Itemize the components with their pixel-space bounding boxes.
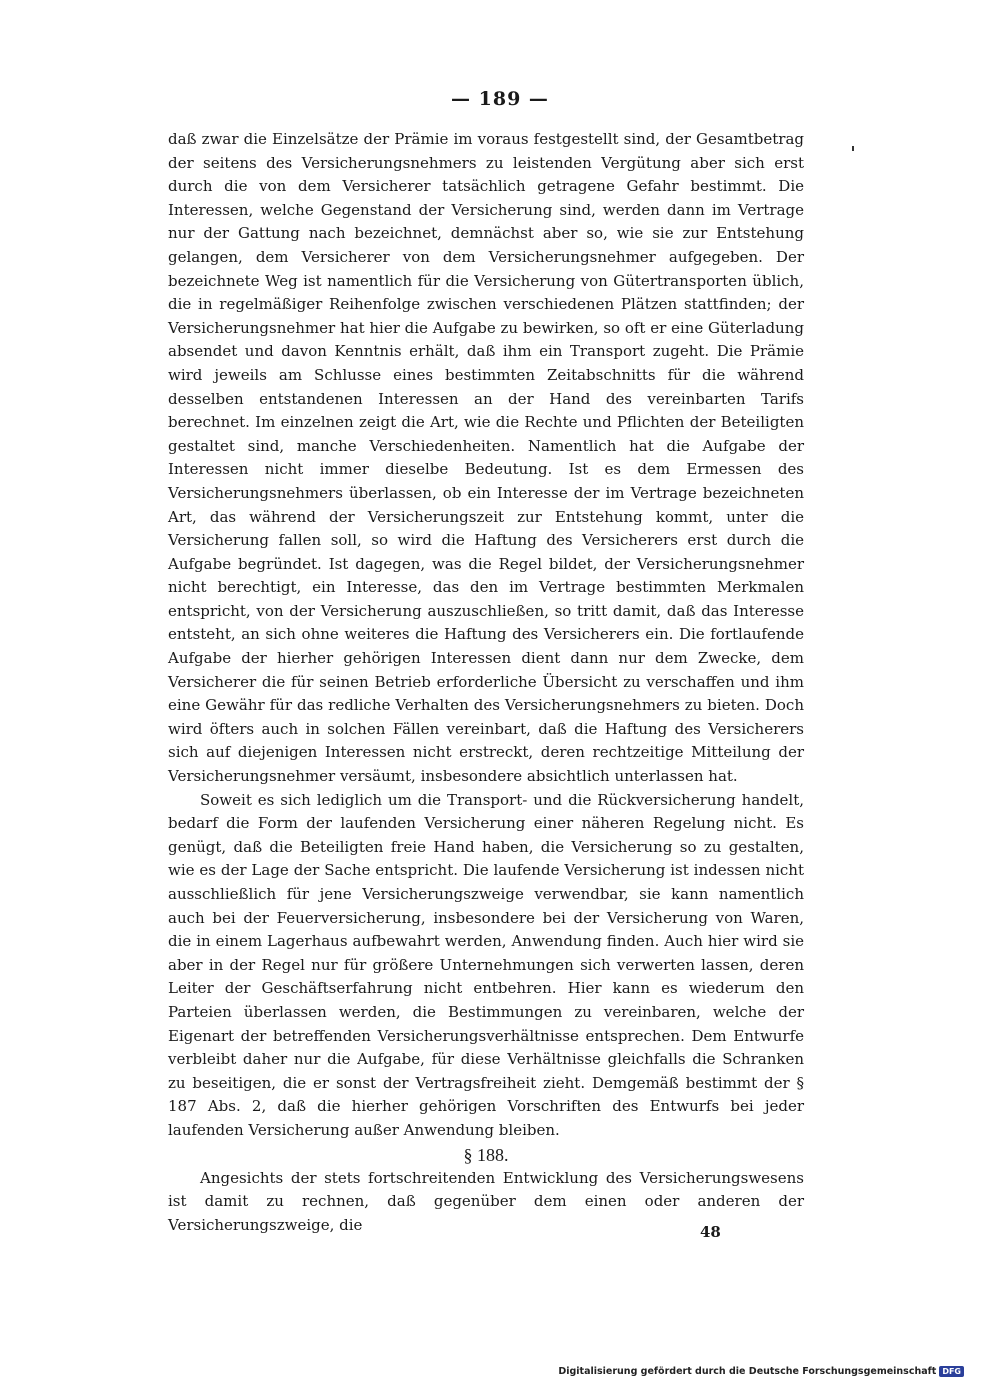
section-heading: § 188. bbox=[463, 1144, 509, 1165]
page-number: — 189 — bbox=[451, 88, 549, 110]
signature-mark: 48 bbox=[700, 1223, 721, 1241]
dfg-logo-icon: DFG bbox=[939, 1366, 964, 1377]
footer-text: Digitalisierung gefördert durch die Deutsche Forschungsgemeinschaft bbox=[558, 1366, 937, 1377]
footer-note bbox=[558, 1366, 964, 1377]
paragraph-1: daß zwar die Einzelsätze der Prämie im voraus festgestellt sind, der Gesamtbetrag der seitens des Versicherungsnehmers zu leistenden Vergütung aber sich erst durch die von dem Versicherer tatsächlich getragene Gefahr bestimmt. Die Interessen, welche Gegenstand der Versicherung sind, werden dann im Vertrage nur der Gattung nach bezeichnet, demnächst aber so, wie sie zur Entstehung gelangen, dem Versicherer von dem Versicherungsnehmer aufgegeben. Der bezeichnete Weg ist namentlich für die Versicherung von Gütertransporten üblich, die in regelmäßiger Reihenfolge zwischen verschiedenen Plätzen stattfinden; der Versicherungsnehmer hat hier die Aufgabe zu bewirken, so oft er eine Güterladung absendet und davon Kenntnis erhält, daß ihm ein Transport zugeht. Die Prämie wird jeweils am Schlusse eines bestimmten Zeitabschnitts für die während desselben entstandenen Interessen an der Hand des vereinbarten Tarifs berechnet. Im einzelnen zeigt die Art, wie die Rechte und Pflichten der Beteiligten gestaltet sind, manche Verschiedenheiten. Namentlich hat die Aufgabe der Interessen nicht immer dieselbe Bedeutung. Ist es dem Ermessen des Versicherungsnehmers überlassen, ob ein Interesse der im Vertrage bezeichneten Art, das während der Versicherungszeit zur Entstehung kommt, unter die Versicherung fallen soll, so wird die Haftung des Versicherers erst durch die Aufgabe begründet. Ist dagegen, was die Regel bildet, der Versicherungsnehmer nicht berechtigt, ein Interesse, das den im Vertrage bestimmten Merkmalen entspricht, von der Versicherung auszuschließen, so tritt damit, daß das Interesse entsteht, an sich ohne weiteres die Haftung des Versicherers ein. Die fortlaufende Aufgabe der hierher gehörigen Interessen dient dann nur dem Zwecke, dem Versicherer die für seinen Betrieb erforderliche Übersicht zu verschaffen und ihm eine Gewähr für das redliche Verhalten des Versicherungsnehmers zu bieten. Doch wird öfters auch in solchen Fällen vereinbart, daß die Haftung des Versicherers sich auf diejenigen Interessen nicht erstreckt, deren rechtzeitige Mitteilung der Versicherungsnehmer versäumt, insbesondere absichtlich unterlassen hat. bbox=[168, 130, 804, 786]
body-text bbox=[168, 128, 804, 1237]
margin-mark bbox=[852, 146, 854, 151]
paragraph-2: Soweit es sich lediglich um die Transport- und die Rückversicherung handelt, bedarf die Form der laufenden Versicherung einer näheren Regelung nicht. Es genügt, daß die Beteiligten freie Hand haben, die Versicherung so zu gestalten, wie es der Lage der Sache entspricht. Die laufende Versicherung ist indessen nicht ausschließlich für jene Versicherungszweige verwendbar, sie kann namentlich auch bei der Feuerversicherung, insbesondere bei der Versicherung von Waren, die in einem Lagerhaus aufbewahrt werden, Anwendung finden. Auch hier wird sie aber in der Regel nur für größere Unternehmungen sich verwerten lassen, deren Leiter der Geschäftserfahrung nicht entbehren. Hier kann es wiederum den Parteien überlassen werden, die Bestimmungen zu vereinbaren, welche der Eigenart der betreffenden Versicherungsverhältnisse entsprechen. Dem Entwurfe verbleibt daher nur die Aufgabe, für diese Verhältnisse gleichfalls die Schranken zu beseitigen, die er sonst der Vertragsfreiheit zieht. Demgemäß bestimmt der § 187 Abs. 2, daß die hierher gehörigen Vorschriften des Entwurfs bei jeder laufenden Versicherung außer Anwendung bleiben. bbox=[168, 790, 804, 1139]
paragraph-3: Angesichts der stets fortschreitenden Entwicklung des Versicherungswesens ist damit zu rechnen, daß gegenüber dem einen oder anderen der Versicherungszweige, die bbox=[168, 1168, 804, 1234]
